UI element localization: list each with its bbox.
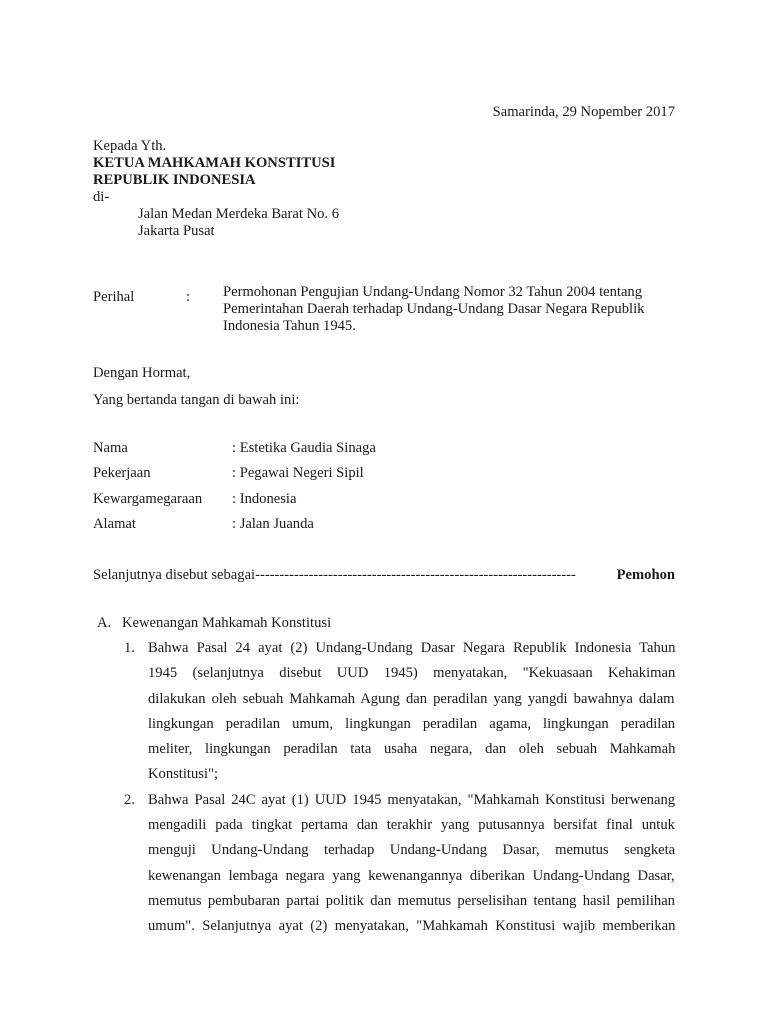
numbered-item [124, 792, 675, 944]
recipient-line-1: KETUA MAHKAMAH KONSTITUSI [93, 155, 336, 171]
place-date: Samarinda, 29 Nopember 2017 [492, 104, 675, 120]
identity-label: Nama [93, 440, 128, 456]
selanjutnya-line [93, 567, 675, 584]
item-line: umum". Selanjutnya ayat (2) menyatakan, "Mahkamah Konstitusi wajib memberikan [148, 918, 676, 935]
item-number: 2. [124, 791, 135, 808]
item-number: 1. [124, 640, 135, 656]
perihal-colon: : [186, 289, 191, 305]
selanjutnya-text: Selanjutnya disebut sebagai------------------------------------------------------------------ [93, 567, 576, 583]
identity-value: : Estetika Gaudia Sinaga [232, 440, 376, 456]
item-line: menguji Undang-Undang terhadap Undang-Undang Dasar, memutus sengketa [148, 842, 676, 859]
city-line: Jakarta Pusat [138, 223, 215, 239]
perihal-line: Permohonan Pengujian Undang-Undang Nomor 32 Tahun 2004 tentang [223, 284, 643, 300]
to-line: Kepada Yth. [93, 138, 167, 154]
identity-value: : Jalan Juanda [232, 515, 314, 532]
item-line: kewenangan lembaga negara yang kewenangannya diberikan Undang-Undang Dasar, [148, 867, 675, 884]
identity-value: : Indonesia [232, 490, 297, 507]
street-line: Jalan Medan Merdeka Barat No. 6 [138, 206, 339, 222]
item-line: Bahwa Pasal 24 ayat (2) Undang-Undang Dasar Negara Republik Indonesia Tahun [148, 640, 676, 656]
perihal-label: Perihal [93, 289, 135, 305]
perihal-line: Pemerintahan Daerah terhadap Undang-Undang Dasar Negara Republik [223, 301, 645, 317]
item-line: lingkungan peradilan umum, lingkungan peradilan agama, lingkungan peradilan [148, 715, 676, 732]
section-a-items [124, 640, 675, 944]
item-line: meliter, lingkungan peradilan tata usaha negara, dan oleh sebuah Mahkamah [148, 741, 676, 758]
perihal-line: Indonesia Tahun 1945. [223, 318, 356, 334]
item-line: Bahwa Pasal 24C ayat (1) UUD 1945 menyatakan, "Mahkamah Konstitusi berwenang [148, 791, 676, 808]
identity-label: Alamat [93, 515, 136, 532]
item-body [148, 792, 675, 944]
pemohon-label: Pemohon [616, 567, 675, 583]
di-line: di- [93, 189, 110, 205]
perihal-text [223, 284, 644, 335]
identity-label: Kewargamegaraan [93, 490, 203, 507]
intro-text: Yang bertanda tangan di bawah ini: [93, 392, 300, 408]
item-line: dilakukan oleh sebuah Mahkamah Agung dan peradilan yang yangdi bawahnya dalam [148, 690, 675, 707]
greeting: Dengan Hormat, [93, 365, 191, 381]
recipient-line-2: REPUBLIK INDONESIA [93, 172, 256, 188]
section-letter: A. [97, 615, 112, 631]
item-line: Konstitusi"; [148, 766, 219, 783]
numbered-item [124, 640, 675, 792]
item-body [148, 640, 675, 792]
recipient-address [93, 138, 339, 240]
item-line: memutus pembubaran partai politik dan memutus perselisihan tentang hasil pemilihan [148, 892, 675, 909]
item-line: 1945 (selanjutnya disebut UUD 1945) menyatakan, "Kekuasaan Kehakiman [148, 665, 676, 682]
identity-label: Pekerjaan [93, 465, 151, 482]
identity-value: : Pegawai Negeri Sipil [232, 465, 364, 482]
section-title: Kewenangan Mahkamah Konstitusi [122, 615, 332, 631]
item-line: mengadili pada tingkat pertama dan terakhir yang putusannya bersifat final untuk [148, 817, 675, 834]
